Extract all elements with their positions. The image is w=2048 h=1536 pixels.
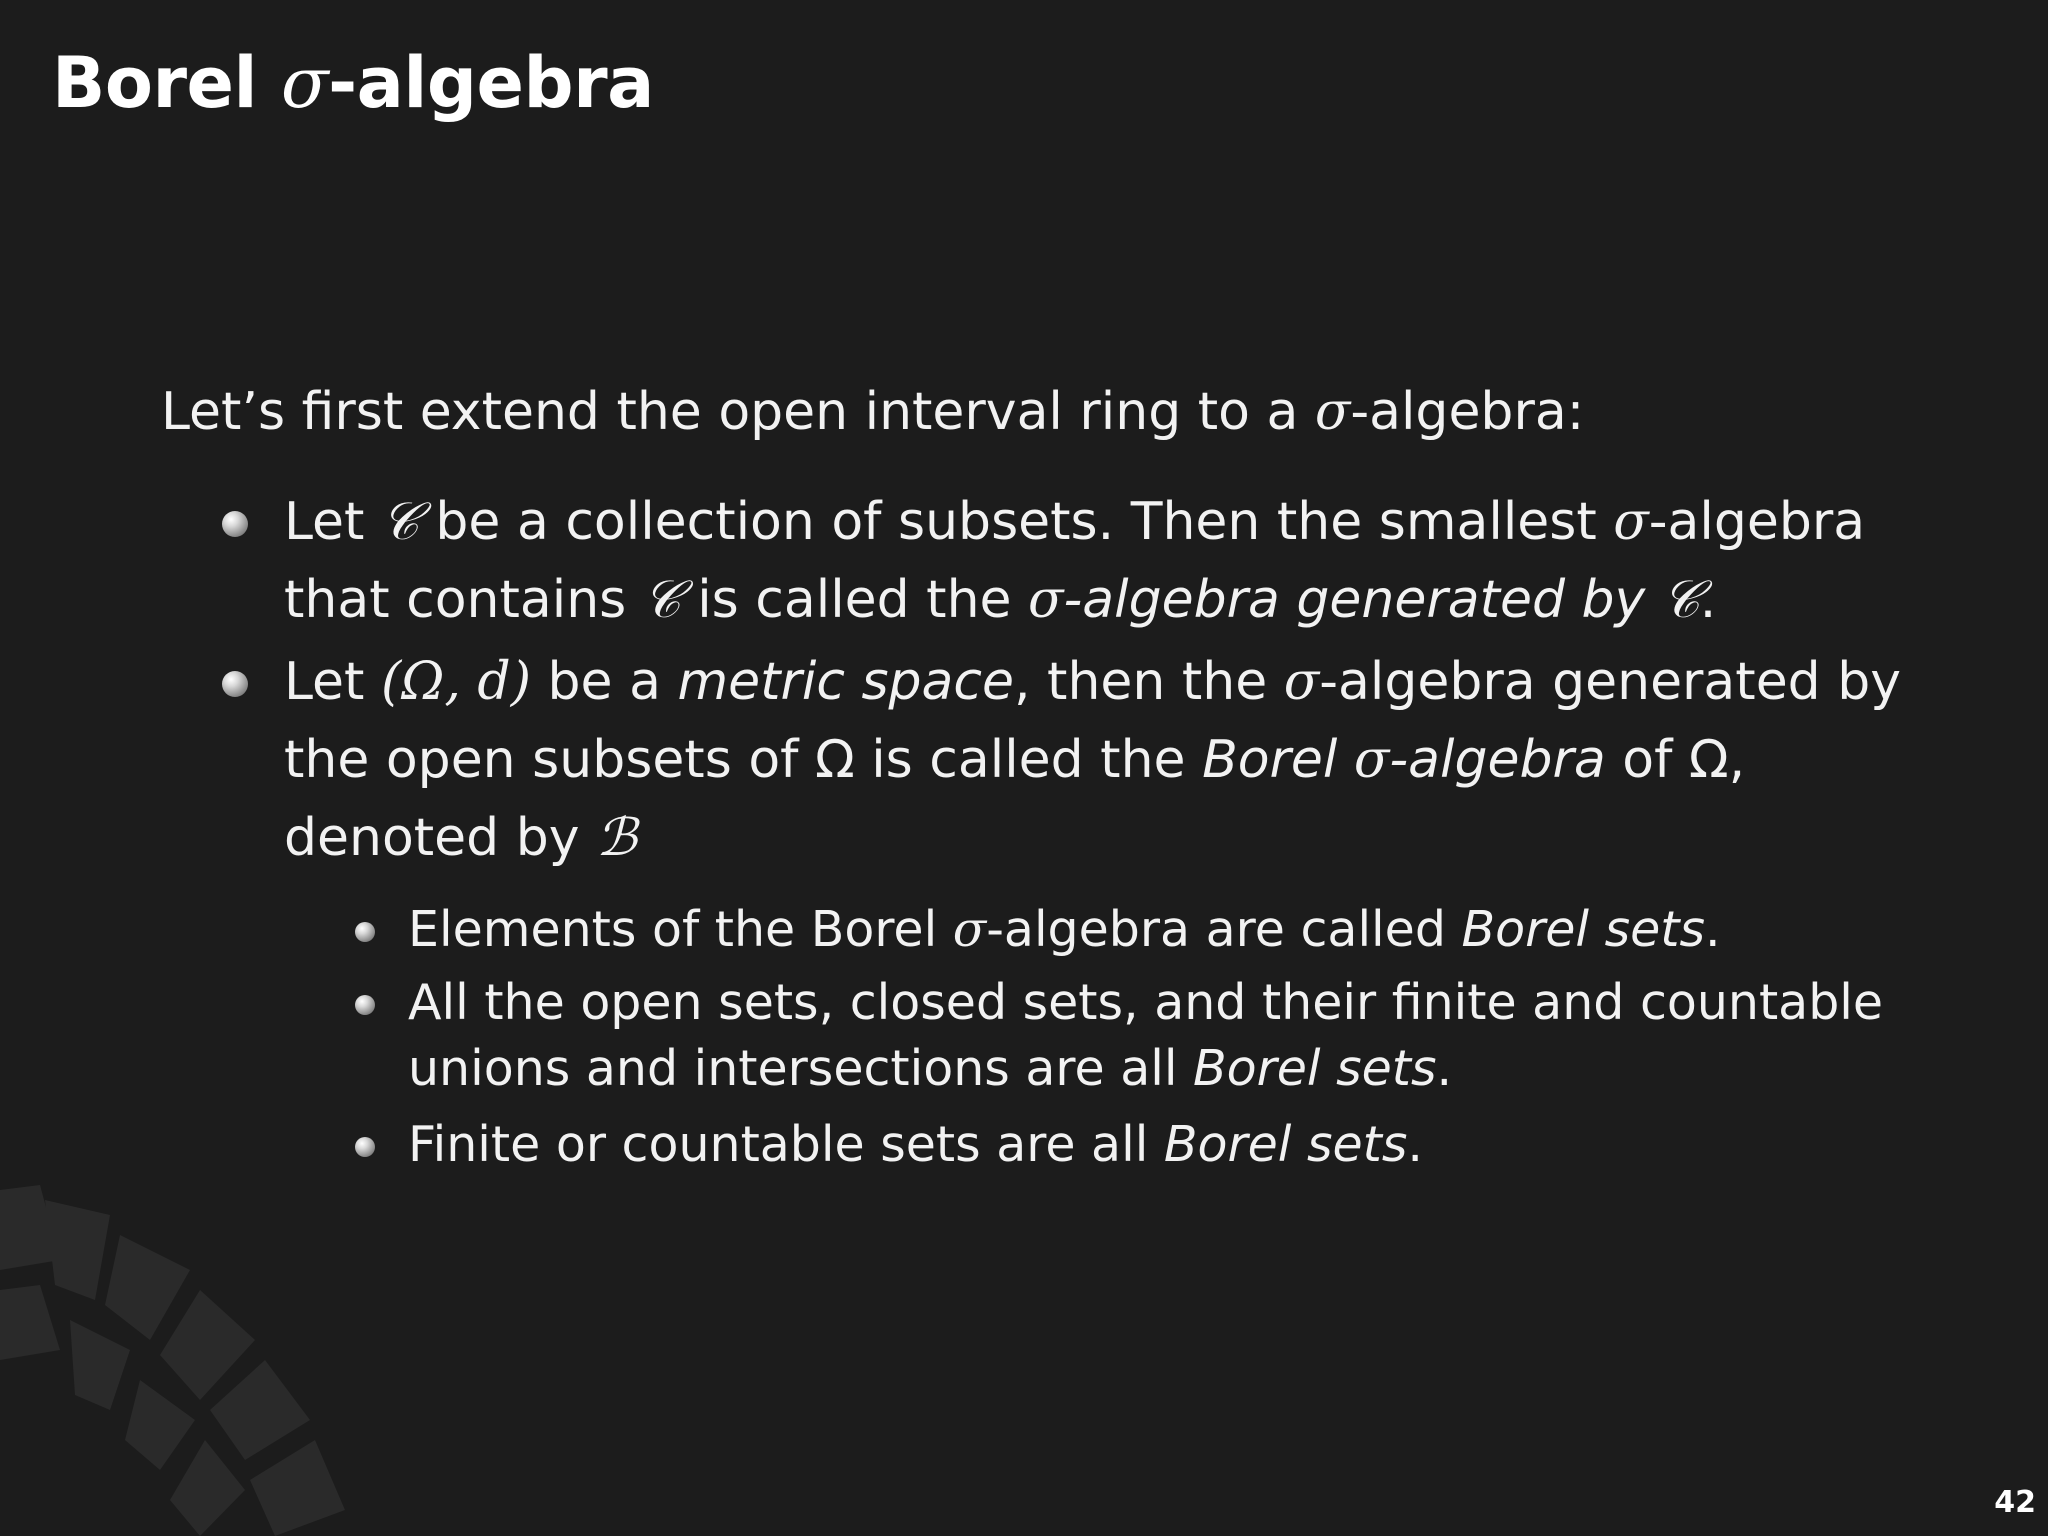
list-item-borel-sigma-algebra: Let (Ω, d) be a metric space, then the σ-algebra generated by the open subsets of Ω is called the Borel σ-algebra of Ω, denoted by ℬ: [284, 652, 1901, 868]
sub-bullet-icon: [355, 922, 375, 942]
bullet-icon: [222, 511, 248, 537]
sub-bullet-icon: [355, 995, 375, 1015]
sub-item-open-closed-sets: All the open sets, closed sets, and their finite and countable unions and intersections are all Borel sets.: [408, 974, 1884, 1097]
bullet-icon: [222, 671, 248, 697]
slide-title: Borel σ-algebra: [52, 42, 654, 124]
sub-item-borel-sets-definition: Elements of the Borel σ-algebra are called Borel sets.: [408, 901, 1721, 958]
sub-item-countable-sets: Finite or countable sets are all Borel sets.: [408, 1116, 1423, 1173]
intro-sentence: Let’s first extend the open interval ring to a σ-algebra:: [161, 382, 1585, 442]
page-number: 42: [1994, 1485, 2036, 1520]
sub-bullet-icon: [355, 1137, 375, 1157]
title-sigma-symbol: σ: [280, 42, 329, 124]
list-item-generated-sigma-algebra: Let 𝒞 be a collection of subsets. Then the smallest σ-algebra that contains 𝒞 is called the σ-algebra generated by 𝒞.: [284, 492, 1866, 630]
